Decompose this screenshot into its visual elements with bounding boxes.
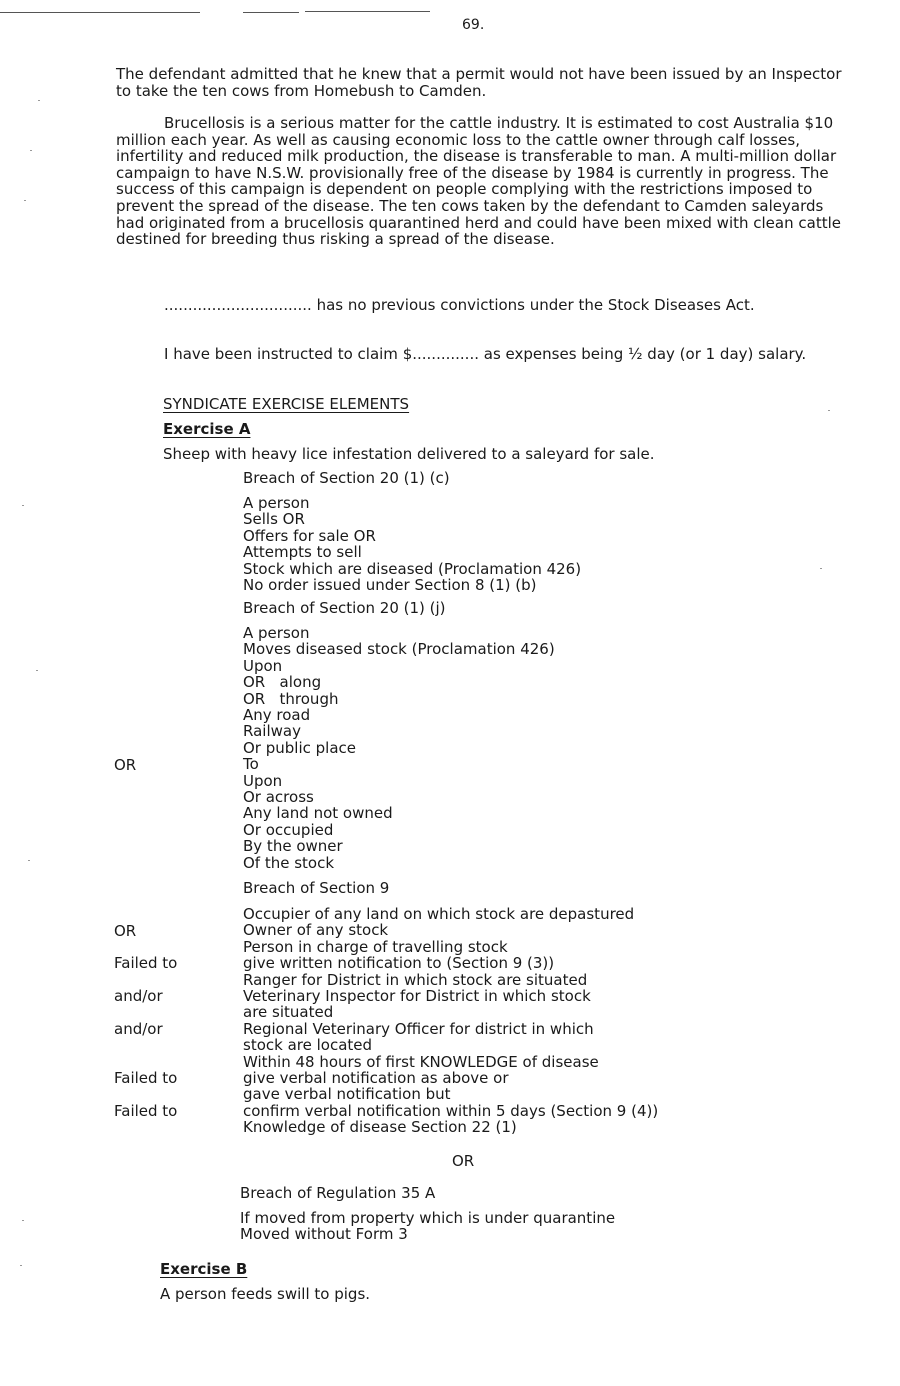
breach2-line: Any land not owned: [243, 804, 393, 823]
breach2-line: Railway: [243, 722, 301, 741]
breach1-line: Attempts to sell: [243, 543, 362, 562]
exercise-a-intro: Sheep with heavy lice infestation delivered to a saleyard for sale.: [163, 445, 655, 463]
breach3-line: Owner of any stock: [243, 921, 389, 940]
breach3-elements: [243, 906, 658, 1136]
breach3-line: are situated: [243, 1003, 334, 1022]
breach2-line: Or across: [243, 788, 314, 807]
scan-speck: [828, 410, 830, 411]
breach2-line: OR through: [243, 689, 339, 708]
breach3-line: Regional Veterinary Officer for district in which: [243, 1019, 594, 1038]
expenses-text-start: I have been instructed to claim $: [164, 345, 413, 363]
breach2-line: Upon: [243, 656, 283, 675]
top-rule-mid: [243, 12, 299, 13]
regulation-line: Moved without Form 3: [240, 1225, 408, 1244]
breach2-line: OR along: [243, 673, 322, 692]
convictions-text: has no previous convictions under the Stock Diseases Act.: [316, 296, 755, 314]
scan-speck: [28, 860, 30, 861]
breach3-line: gave verbal notification but: [243, 1085, 451, 1104]
expenses-text-end: as expenses being ½ day (or 1 day) salary.: [483, 345, 807, 363]
breach3-side-label: OR: [114, 922, 137, 940]
breach2-elements: [243, 625, 555, 871]
breach3-line: Person in charge of travelling stock: [243, 937, 508, 956]
breach3-side-label: Failed to: [114, 1102, 178, 1120]
regulation-title: Breach of Regulation 35 A: [240, 1184, 436, 1202]
breach3-line: Ranger for District in which stock are situated: [243, 970, 588, 989]
breach1-elements: [243, 495, 581, 593]
exercise-b-intro: A person feeds swill to pigs.: [160, 1285, 371, 1303]
paragraph-defendant: The defendant admitted that he knew that a permit would not have been issued by an Inspector to take the ten cows from Homebush to Camden.: [116, 65, 842, 100]
top-rule-left: [0, 12, 200, 13]
breach1-line: Stock which are diseased (Proclamation 426): [243, 559, 582, 578]
breach1-title: Breach of Section 20 (1) (c): [243, 469, 450, 487]
regulation-line: If moved from property which is under quarantine: [240, 1209, 616, 1227]
paragraph-expenses: [116, 346, 846, 363]
scan-speck: [30, 150, 32, 151]
or-separator: OR: [452, 1152, 475, 1170]
breach2-line: Or public place: [243, 738, 356, 757]
breach2-title: Breach of Section 20 (1) (j): [243, 599, 446, 617]
breach2-line: By the owner: [243, 837, 343, 856]
breach1-line: No order issued under Section 8 (1) (b): [243, 576, 537, 595]
breach3-title: Breach of Section 9: [243, 879, 390, 897]
breach3-line: Within 48 hours of first KNOWLEDGE of disease: [243, 1052, 599, 1071]
breach3-line: give verbal notification as above or: [243, 1069, 509, 1088]
breach3-line: Knowledge of disease Section 22 (1): [243, 1118, 517, 1137]
breach1-line: A person: [243, 494, 310, 512]
scan-speck: [36, 670, 38, 671]
scan-speck: [20, 1265, 22, 1266]
breach3-side-label: Failed to: [114, 954, 178, 972]
breach3-line: Occupier of any land on which stock are depastured: [243, 905, 635, 923]
breach3-line: give written notification to (Section 9 (3)): [243, 954, 555, 973]
exercise-b-title: Exercise B: [160, 1260, 248, 1278]
regulation-elements: [240, 1210, 615, 1243]
scan-speck: [38, 100, 40, 101]
breach3-line: Veterinary Inspector for District in which stock: [243, 987, 591, 1006]
scan-speck: [24, 200, 26, 201]
paragraph-brucellosis: Brucellosis is a serious matter for the cattle industry. It is estimated to cost Australia $10 million each year. As well as causing economic loss to the cattle owner through calf losses, infertility and reduced milk production, the disease is transferable to man. A multi-million dollar campaign to have N.S.W. provisionally free of the disease by 1984 is currently in progress. The success of this campaign is dependent on people complying with the restrictions imposed to prevent the spread of the disease. The ten cows taken by the defendant to Camden saleyards had originated from a brucellosis quarantined herd and could have been mixed with clean cattle destined for breeding thus risking a spread of the disease.: [116, 114, 841, 249]
breach2-line: Of the stock: [243, 853, 335, 872]
breach2-line: A person: [243, 624, 310, 642]
breach3-side-label: and/or: [114, 1020, 163, 1038]
breach2-line: Upon: [243, 771, 283, 790]
breach2-line: Moves diseased stock (Proclamation 426): [243, 640, 555, 659]
breach1-line: Offers for sale OR: [243, 526, 376, 545]
breach2-line: To: [243, 755, 259, 774]
breach2-line: Or occupied: [243, 820, 334, 839]
page-number: 69.: [462, 17, 485, 33]
breach3-line: confirm verbal notification within 5 days (Section 9 (4)): [243, 1101, 659, 1120]
amount-blank: ..............: [412, 345, 479, 363]
breach3-side-label: and/or: [114, 987, 163, 1005]
exercise-a-title: Exercise A: [163, 420, 251, 438]
breach1-line: Sells OR: [243, 510, 305, 529]
scan-speck: [22, 505, 24, 506]
breach3-side-label: Failed to: [114, 1069, 178, 1087]
name-blank: ...............................: [164, 296, 312, 314]
paragraph-convictions: [116, 297, 846, 314]
breach2-line: Any road: [243, 706, 311, 725]
breach3-line: stock are located: [243, 1036, 373, 1055]
scan-speck: [820, 568, 822, 569]
scan-speck: [22, 1220, 24, 1221]
breach2-side-or: OR: [114, 756, 137, 774]
section-title: SYNDICATE EXERCISE ELEMENTS: [163, 395, 410, 413]
top-rule-right: [305, 11, 430, 12]
